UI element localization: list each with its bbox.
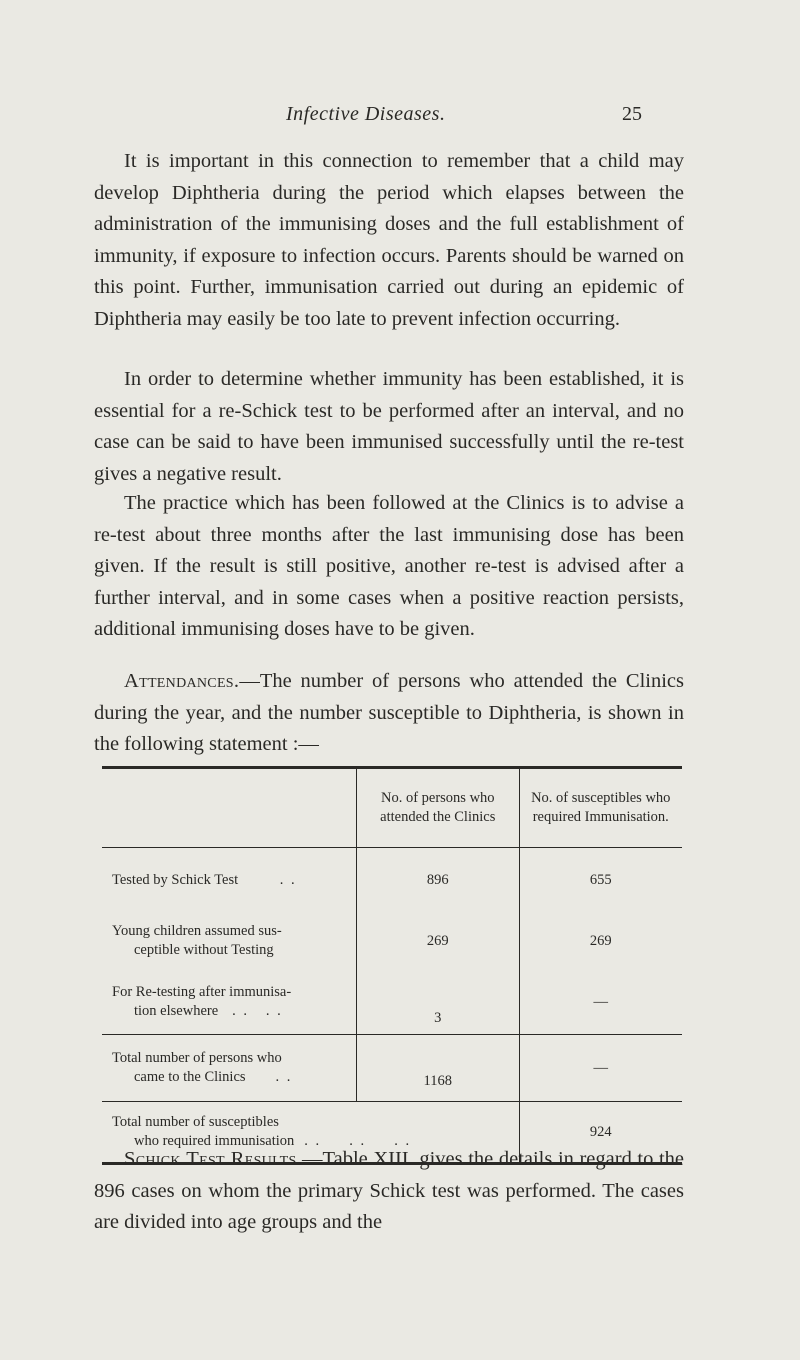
row-label-continuation: tion elsewhere bbox=[134, 1003, 219, 1019]
attended-value: 269 bbox=[357, 912, 520, 970]
page-number: 25 bbox=[622, 103, 642, 125]
row-label bbox=[102, 1035, 357, 1102]
table-header-susceptibles: No. of susceptibles who required Immunisation. bbox=[519, 768, 682, 848]
attended-value: 3 bbox=[357, 970, 520, 1035]
table-header-attended: No. of persons who attended the Clinics bbox=[357, 768, 520, 848]
table-header-blank bbox=[102, 768, 357, 848]
row-label-continuation: ceptible without Testing bbox=[134, 942, 274, 958]
susceptible-value: — bbox=[519, 970, 682, 1035]
susceptible-value: 655 bbox=[519, 848, 682, 913]
leader-dots: . . bbox=[279, 871, 297, 888]
row-label bbox=[102, 970, 357, 1035]
row-label bbox=[102, 848, 357, 913]
paragraph-re-schick-test: In order to determine whether immunity has been established, it is essential for a re-Schick test to be performed after an interval, and no case can be said to have been immunised successfully until the re-test gives a negative result. bbox=[94, 368, 684, 485]
paragraph-clinic-practice: The practice which has been followed at the Clinics is to advise a re-test about three months after the last immunising dose has been given. If the result is still positive, another re-test is advised after a further interval, and in some cases when a positive reaction persists, additional immunising doses have to be given. bbox=[94, 492, 684, 640]
schick-results-body: —Table XIII. gives the details in regard to the 896 cases on whom the primary Schick test was performed. The cases are divided into age groups and the bbox=[94, 1148, 684, 1233]
leader-dots: . . . . bbox=[232, 1003, 283, 1019]
attended-value: 896 bbox=[357, 848, 520, 913]
table-header-row bbox=[102, 768, 682, 848]
running-title: Infective Diseases. bbox=[286, 103, 446, 125]
attendance-statement-table bbox=[102, 766, 682, 1165]
paragraph-attendances bbox=[94, 666, 684, 761]
row-label-text: Tested by Schick Test bbox=[112, 871, 239, 888]
row-label-text: Young children assumed sus- bbox=[112, 923, 282, 939]
schick-results-heading: Schick Test Results. bbox=[124, 1148, 303, 1170]
susceptible-value: — bbox=[519, 1035, 682, 1102]
row-label-continuation: came to the Clinics bbox=[134, 1069, 246, 1085]
row-label-text: For Re-testing after immunisa- bbox=[112, 984, 292, 1000]
table-row bbox=[102, 848, 682, 913]
table-row bbox=[102, 970, 682, 1035]
row-label-text: Total number of susceptibles bbox=[112, 1114, 279, 1130]
row-label-continuation: who required immunisation bbox=[134, 1133, 295, 1149]
table-row bbox=[102, 912, 682, 970]
attended-value: 1168 bbox=[357, 1035, 520, 1102]
susceptible-value: 269 bbox=[519, 912, 682, 970]
susceptible-total-value: 924 bbox=[519, 1102, 682, 1164]
row-label-text: Total number of persons who bbox=[112, 1050, 282, 1066]
paragraph-immunity-timing: It is important in this connection to remember that a child may develop Diphtheria during the period which elapses between the administration of the immunising doses and the full establishment of immunity, if exposure to infection occurs. Parents should be warned on this point. Further, immunisation carried out during an epidemic of Diphtheria may easily be too late to prevent infection occurring. bbox=[94, 150, 684, 330]
paragraph-schick-results bbox=[94, 1144, 684, 1239]
leader-dots: . . bbox=[275, 1069, 293, 1085]
leader-dots: . . . . . . bbox=[304, 1133, 412, 1149]
running-head bbox=[0, 103, 800, 133]
attendances-body: —The number of persons who attended the Clinics during the year, and the number susceptible to Diphtheria, is shown in the following statement :— bbox=[94, 670, 684, 755]
attendances-heading: Attendances. bbox=[124, 670, 240, 692]
row-label bbox=[102, 912, 357, 970]
table-row bbox=[102, 1035, 682, 1102]
